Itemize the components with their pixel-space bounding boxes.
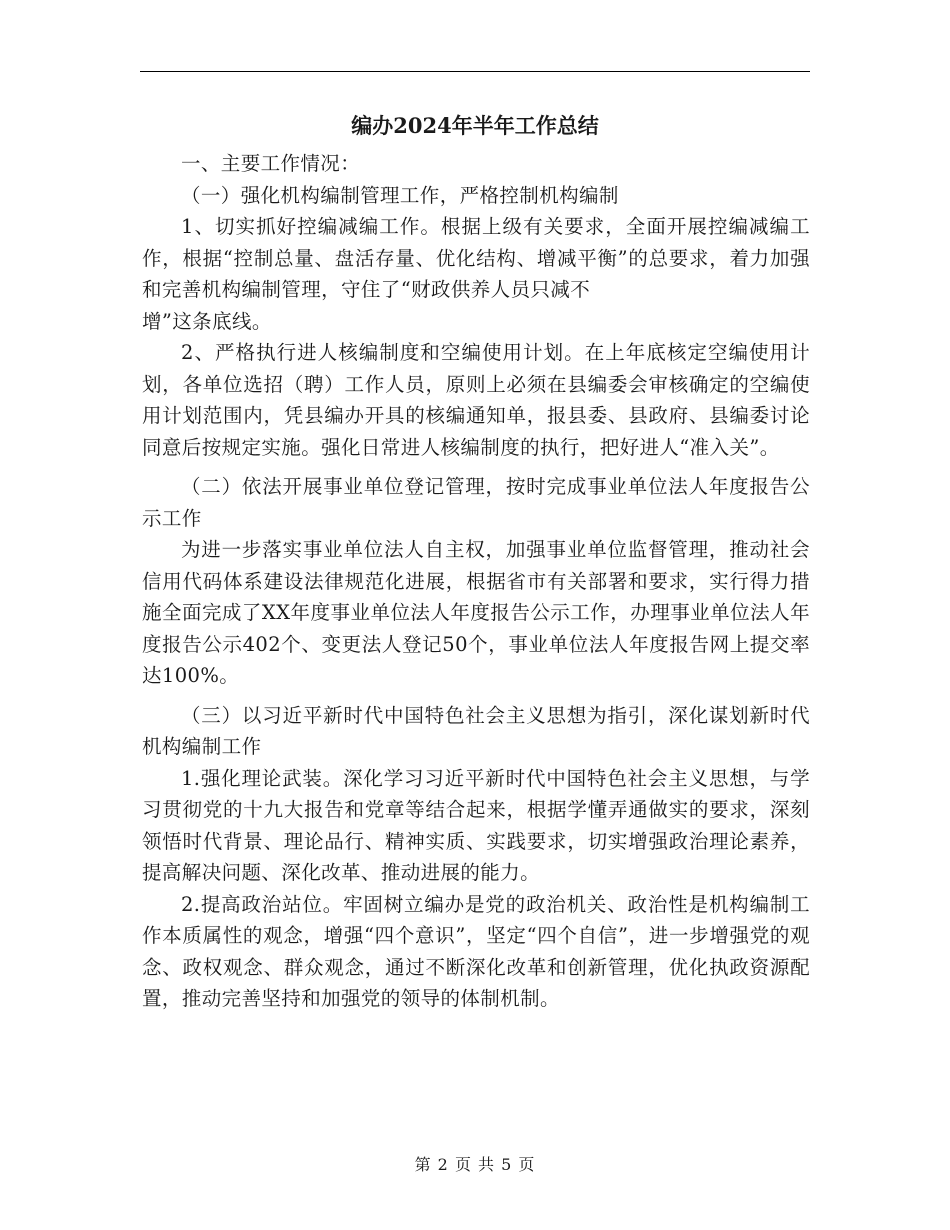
paragraph-political-stance: 2.提高政治站位。牢固树立编办是党的政治机关、政治性是机构编制工作本质属性的观念，增强“四个意识”，坚定“四个自信”，进一步增强党的观念、政权观念、群众观念，通过不断深化改革和创新管理，优化执政资源配置，推动完善坚持和加强党的领导的体制机制。 — [142, 892, 810, 1010]
section-heading-main: 一、主要工作情况： — [181, 152, 361, 175]
header-rule — [140, 71, 810, 72]
paragraph-hiring-plan: 2、严格执行进人核编制度和空编使用计划。在上年底核定空编使用计划，各单位选招（聘）工作人员，原则上必须在县编委会审核确定的空编使用计划范围内，凭县编办开具的核编通知单，报县委、县政府、县编委讨论同意后按规定实施。强化日常进人核编制度的执行，把好进人“准入关”。 — [142, 341, 810, 459]
paragraph-theory: 1.强化理论武装。深化学习习近平新时代中国特色社会主义思想，与学习贯彻党的十九大报告和党章等结合起来，根据学懂弄通做实的要求，深刻领悟时代背景、理论品行、精神实质、实践要求，切实增强政治理论素养，提高解决问题、深化改革、推动进展的能力。 — [142, 766, 810, 884]
subsection-heading-1: （一）强化机构编制管理工作，严格控制机构编制 — [181, 183, 619, 207]
subsection-heading-2: （二）依法开展事业单位登记管理，按时完成事业单位法人年度报告公示工作 — [142, 475, 810, 530]
paragraph-registration: 为进一步落实事业单位法人自主权，加强事业单位监督管理，推动社会信用代码体系建设法律规范化进展，根据省市有关部署和要求，实行得力措施全面完成了XX年度事业单位法人年度报告公示工作，办理事业单位法人年度报告公示402个、变更法人登记50个，事业单位法人年度报告网上提交率达100%。 — [142, 538, 810, 687]
document-title: 编办2024年半年工作总结 — [351, 113, 599, 138]
subsection-heading-3: （三）以习近平新时代中国特色社会主义思想为指引，深化谋划新时代机构编制工作 — [142, 703, 810, 758]
page-number: 第 2 页 共 5 页 — [414, 1155, 536, 1174]
paragraph-control-staffing: 1、切实抓好控编减编工作。根据上级有关要求，全面开展控编减编工作，根据“控制总量、盘活存量、优化结构、增减平衡”的总要求，着力加强和完善机构编制管理，守住了“财政供养人员只减不 增”这条底线。 — [142, 215, 810, 333]
document-body — [142, 148, 810, 1015]
